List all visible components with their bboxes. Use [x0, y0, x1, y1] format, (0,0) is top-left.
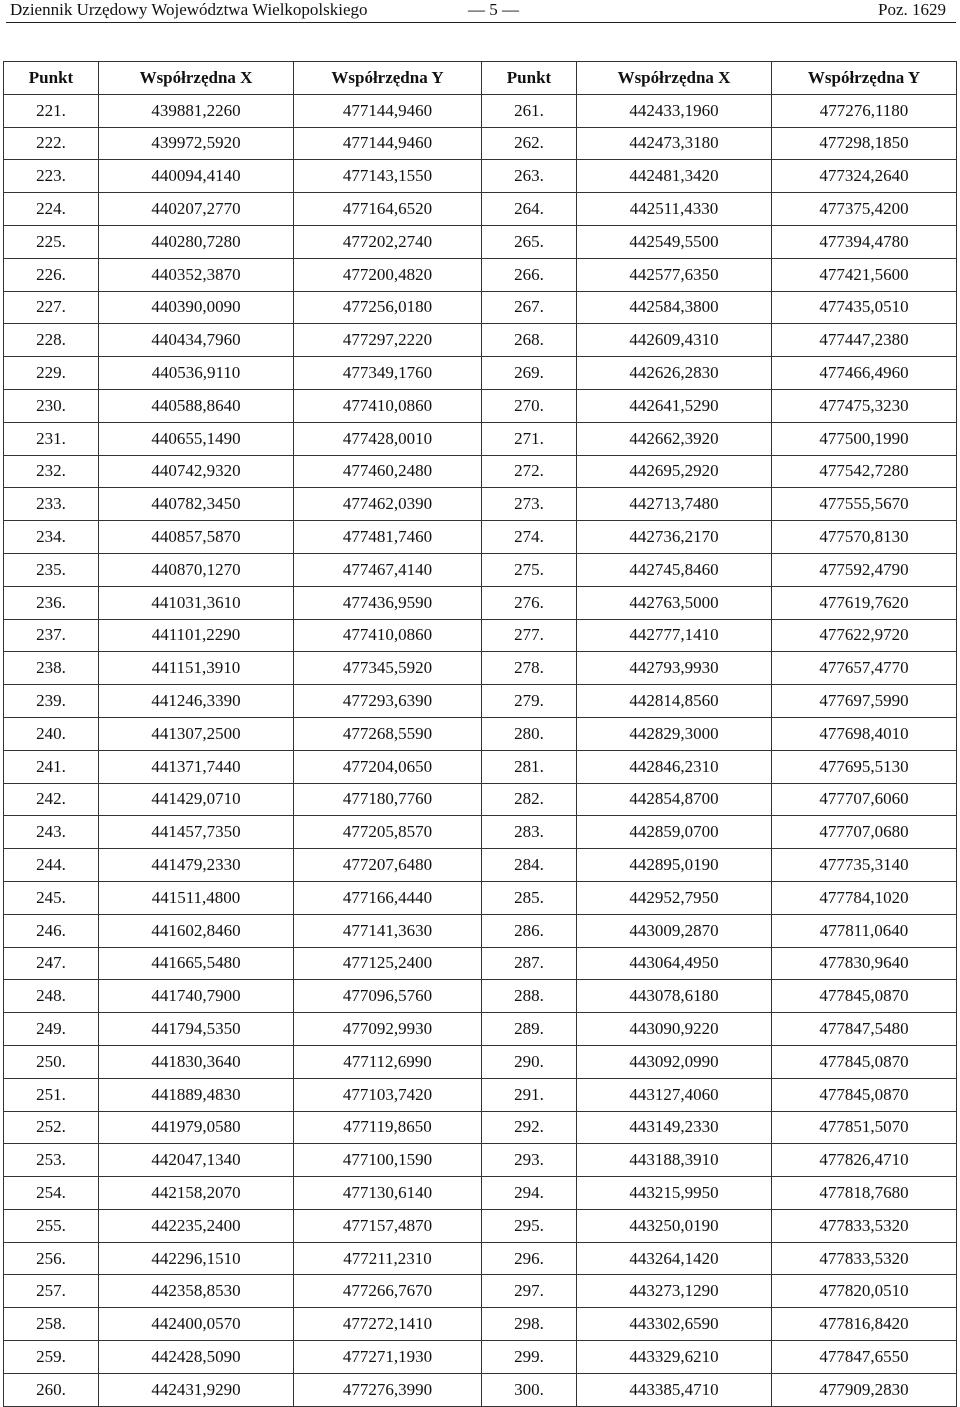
table-row [4, 980, 957, 1013]
coordinates-table [3, 61, 957, 1407]
y-cell-2: 477845,0870 [772, 1078, 957, 1111]
x-cell-2: 442793,9930 [577, 652, 772, 685]
y-cell-2: 477698,4010 [772, 717, 957, 750]
x-cell-2: 443064,4950 [577, 947, 772, 980]
point-cell-2: 274. [482, 521, 577, 554]
column-header-y-2: Współrzędna Y [772, 62, 957, 95]
point-cell-2: 289. [482, 1013, 577, 1046]
y-cell: 477272,1410 [294, 1308, 482, 1341]
point-cell: 258. [4, 1308, 99, 1341]
x-cell: 442428,5090 [99, 1341, 294, 1374]
x-cell: 441246,3390 [99, 685, 294, 718]
point-cell-2: 265. [482, 225, 577, 258]
table-row [4, 750, 957, 783]
y-cell: 477144,9460 [294, 94, 482, 127]
point-cell-2: 290. [482, 1045, 577, 1078]
point-cell: 236. [4, 586, 99, 619]
y-cell: 477164,6520 [294, 193, 482, 226]
x-cell-2: 443329,6210 [577, 1341, 772, 1374]
y-cell: 477211,2310 [294, 1242, 482, 1275]
x-cell-2: 443092,0990 [577, 1045, 772, 1078]
point-cell-2: 261. [482, 94, 577, 127]
x-cell-2: 442584,3800 [577, 291, 772, 324]
table-row [4, 685, 957, 718]
column-header-point: Punkt [4, 62, 99, 95]
table-row [4, 291, 957, 324]
position-number: Poz. 1629 [878, 0, 946, 19]
point-cell-2: 292. [482, 1111, 577, 1144]
y-cell-2: 477826,4710 [772, 1144, 957, 1177]
point-cell-2: 264. [482, 193, 577, 226]
x-cell: 441889,4830 [99, 1078, 294, 1111]
point-cell-2: 275. [482, 553, 577, 586]
table-row [4, 1078, 957, 1111]
x-cell-2: 443250,0190 [577, 1209, 772, 1242]
table-row [4, 127, 957, 160]
x-cell: 441511,4800 [99, 881, 294, 914]
table-row [4, 160, 957, 193]
x-cell-2: 442626,2830 [577, 357, 772, 390]
y-cell: 477428,0010 [294, 422, 482, 455]
y-cell: 477092,9930 [294, 1013, 482, 1046]
x-cell: 440742,9320 [99, 455, 294, 488]
table-header-row [4, 62, 957, 95]
point-cell-2: 297. [482, 1275, 577, 1308]
x-cell: 440870,1270 [99, 553, 294, 586]
y-cell-2: 477475,3230 [772, 389, 957, 422]
point-cell-2: 279. [482, 685, 577, 718]
x-cell: 440434,7960 [99, 324, 294, 357]
x-cell-2: 443127,4060 [577, 1078, 772, 1111]
point-cell: 225. [4, 225, 99, 258]
point-cell-2: 272. [482, 455, 577, 488]
table-row [4, 1242, 957, 1275]
y-cell: 477256,0180 [294, 291, 482, 324]
x-cell: 441479,2330 [99, 849, 294, 882]
x-cell: 441031,3610 [99, 586, 294, 619]
x-cell: 439881,2260 [99, 94, 294, 127]
table-row [4, 816, 957, 849]
y-cell-2: 477466,4960 [772, 357, 957, 390]
x-cell: 441371,7440 [99, 750, 294, 783]
point-cell: 227. [4, 291, 99, 324]
y-cell: 477297,2220 [294, 324, 482, 357]
point-cell: 257. [4, 1275, 99, 1308]
point-cell: 256. [4, 1242, 99, 1275]
x-cell: 440207,2770 [99, 193, 294, 226]
y-cell: 477276,3990 [294, 1373, 482, 1406]
table-row [4, 619, 957, 652]
point-cell-2: 281. [482, 750, 577, 783]
y-cell-2: 477909,2830 [772, 1373, 957, 1406]
table-body [4, 94, 957, 1406]
point-cell: 247. [4, 947, 99, 980]
x-cell-2: 442609,4310 [577, 324, 772, 357]
point-cell: 230. [4, 389, 99, 422]
y-cell: 477130,6140 [294, 1177, 482, 1210]
table-row [4, 521, 957, 554]
y-cell: 477460,2480 [294, 455, 482, 488]
y-cell: 477100,1590 [294, 1144, 482, 1177]
point-cell: 246. [4, 914, 99, 947]
y-cell: 477268,5590 [294, 717, 482, 750]
point-cell-2: 295. [482, 1209, 577, 1242]
point-cell-2: 276. [482, 586, 577, 619]
x-cell-2: 442763,5000 [577, 586, 772, 619]
table-row [4, 1373, 957, 1406]
x-cell: 442400,0570 [99, 1308, 294, 1341]
x-cell-2: 442473,3180 [577, 127, 772, 160]
table-row [4, 1111, 957, 1144]
point-cell: 245. [4, 881, 99, 914]
table-row [4, 455, 957, 488]
y-cell-2: 477811,0640 [772, 914, 957, 947]
x-cell-2: 442895,0190 [577, 849, 772, 882]
table-row [4, 389, 957, 422]
y-cell-2: 477276,1180 [772, 94, 957, 127]
y-cell-2: 477592,4790 [772, 553, 957, 586]
x-cell-2: 442846,2310 [577, 750, 772, 783]
table-row [4, 193, 957, 226]
x-cell-2: 442481,3420 [577, 160, 772, 193]
y-cell-2: 477555,5670 [772, 488, 957, 521]
point-cell: 238. [4, 652, 99, 685]
x-cell-2: 443264,1420 [577, 1242, 772, 1275]
table-row [4, 488, 957, 521]
x-cell-2: 442549,5500 [577, 225, 772, 258]
y-cell-2: 477622,9720 [772, 619, 957, 652]
x-cell-2: 442695,2920 [577, 455, 772, 488]
point-cell: 228. [4, 324, 99, 357]
point-cell: 223. [4, 160, 99, 193]
point-cell-2: 283. [482, 816, 577, 849]
point-cell-2: 293. [482, 1144, 577, 1177]
table-row [4, 258, 957, 291]
x-cell-2: 442829,3000 [577, 717, 772, 750]
x-cell-2: 442859,0700 [577, 816, 772, 849]
table-row [4, 94, 957, 127]
point-cell-2: 267. [482, 291, 577, 324]
y-cell: 477467,4140 [294, 553, 482, 586]
point-cell-2: 277. [482, 619, 577, 652]
table-row [4, 1013, 957, 1046]
y-cell-2: 477818,7680 [772, 1177, 957, 1210]
point-cell: 259. [4, 1341, 99, 1374]
y-cell: 477103,7420 [294, 1078, 482, 1111]
point-cell-2: 298. [482, 1308, 577, 1341]
point-cell-2: 296. [482, 1242, 577, 1275]
x-cell: 442431,9290 [99, 1373, 294, 1406]
x-cell: 441602,8460 [99, 914, 294, 947]
y-cell: 477141,3630 [294, 914, 482, 947]
point-cell-2: 268. [482, 324, 577, 357]
column-header-x-2: Współrzędna X [577, 62, 772, 95]
y-cell-2: 477375,4200 [772, 193, 957, 226]
y-cell: 477157,4870 [294, 1209, 482, 1242]
header-rule [6, 22, 956, 23]
x-cell-2: 443273,1290 [577, 1275, 772, 1308]
table-row [4, 717, 957, 750]
point-cell-2: 285. [482, 881, 577, 914]
table-row [4, 652, 957, 685]
x-cell-2: 443385,4710 [577, 1373, 772, 1406]
table-row [4, 357, 957, 390]
y-cell: 477205,8570 [294, 816, 482, 849]
table-row [4, 1177, 957, 1210]
x-cell-2: 442952,7950 [577, 881, 772, 914]
y-cell: 477271,1930 [294, 1341, 482, 1374]
x-cell: 440857,5870 [99, 521, 294, 554]
y-cell-2: 477784,1020 [772, 881, 957, 914]
y-cell: 477345,5920 [294, 652, 482, 685]
x-cell-2: 442641,5290 [577, 389, 772, 422]
x-cell: 442047,1340 [99, 1144, 294, 1177]
x-cell-2: 442713,7480 [577, 488, 772, 521]
y-cell-2: 477394,4780 [772, 225, 957, 258]
x-cell-2: 442777,1410 [577, 619, 772, 652]
y-cell-2: 477447,2380 [772, 324, 957, 357]
x-cell: 442296,1510 [99, 1242, 294, 1275]
y-cell-2: 477695,5130 [772, 750, 957, 783]
y-cell: 477410,0860 [294, 389, 482, 422]
point-cell: 242. [4, 783, 99, 816]
x-cell-2: 443078,6180 [577, 980, 772, 1013]
column-header-y: Współrzędna Y [294, 62, 482, 95]
x-cell-2: 442814,8560 [577, 685, 772, 718]
y-cell-2: 477735,3140 [772, 849, 957, 882]
x-cell-2: 442736,2170 [577, 521, 772, 554]
column-header-point-2: Punkt [482, 62, 577, 95]
x-cell: 440280,7280 [99, 225, 294, 258]
point-cell-2: 284. [482, 849, 577, 882]
x-cell-2: 443215,9950 [577, 1177, 772, 1210]
point-cell-2: 288. [482, 980, 577, 1013]
y-cell: 477180,7760 [294, 783, 482, 816]
y-cell: 477293,6390 [294, 685, 482, 718]
point-cell: 233. [4, 488, 99, 521]
point-cell: 253. [4, 1144, 99, 1177]
y-cell-2: 477421,5600 [772, 258, 957, 291]
point-cell-2: 269. [482, 357, 577, 390]
point-cell: 251. [4, 1078, 99, 1111]
x-cell-2: 443188,3910 [577, 1144, 772, 1177]
table-row [4, 422, 957, 455]
point-cell: 244. [4, 849, 99, 882]
point-cell-2: 278. [482, 652, 577, 685]
y-cell: 477462,0390 [294, 488, 482, 521]
table-row [4, 881, 957, 914]
table-row [4, 1209, 957, 1242]
table-row [4, 1308, 957, 1341]
x-cell: 441665,5480 [99, 947, 294, 980]
y-cell-2: 477847,5480 [772, 1013, 957, 1046]
x-cell: 442358,8530 [99, 1275, 294, 1308]
point-cell-2: 287. [482, 947, 577, 980]
x-cell: 441979,0580 [99, 1111, 294, 1144]
x-cell: 441457,7350 [99, 816, 294, 849]
x-cell: 441307,2500 [99, 717, 294, 750]
point-cell: 226. [4, 258, 99, 291]
point-cell: 254. [4, 1177, 99, 1210]
point-cell: 235. [4, 553, 99, 586]
x-cell: 442158,2070 [99, 1177, 294, 1210]
x-cell: 440536,9110 [99, 357, 294, 390]
x-cell: 441794,5350 [99, 1013, 294, 1046]
y-cell-2: 477845,0870 [772, 1045, 957, 1078]
point-cell-2: 280. [482, 717, 577, 750]
y-cell: 477112,6990 [294, 1045, 482, 1078]
y-cell: 477202,2740 [294, 225, 482, 258]
point-cell: 243. [4, 816, 99, 849]
point-cell: 250. [4, 1045, 99, 1078]
x-cell: 440352,3870 [99, 258, 294, 291]
x-cell-2: 442854,8700 [577, 783, 772, 816]
x-cell: 441830,3640 [99, 1045, 294, 1078]
table-row [4, 586, 957, 619]
x-cell: 440655,1490 [99, 422, 294, 455]
y-cell: 477200,4820 [294, 258, 482, 291]
y-cell-2: 477500,1990 [772, 422, 957, 455]
page-header [0, 0, 960, 24]
x-cell-2: 442662,3920 [577, 422, 772, 455]
y-cell-2: 477847,6550 [772, 1341, 957, 1374]
table-row [4, 914, 957, 947]
y-cell: 477143,1550 [294, 160, 482, 193]
point-cell-2: 282. [482, 783, 577, 816]
point-cell: 234. [4, 521, 99, 554]
y-cell-2: 477833,5320 [772, 1242, 957, 1275]
point-cell: 239. [4, 685, 99, 718]
point-cell-2: 273. [482, 488, 577, 521]
journal-title: Dziennik Urzędowy Województwa Wielkopolskiego [10, 0, 368, 19]
point-cell: 260. [4, 1373, 99, 1406]
y-cell-2: 477816,8420 [772, 1308, 957, 1341]
y-cell: 477481,7460 [294, 521, 482, 554]
table-row [4, 849, 957, 882]
page-number: — 5 — [468, 0, 519, 19]
x-cell-2: 442577,6350 [577, 258, 772, 291]
point-cell-2: 263. [482, 160, 577, 193]
y-cell-2: 477851,5070 [772, 1111, 957, 1144]
y-cell-2: 477619,7620 [772, 586, 957, 619]
x-cell: 439972,5920 [99, 127, 294, 160]
y-cell: 477166,4440 [294, 881, 482, 914]
y-cell-2: 477820,0510 [772, 1275, 957, 1308]
y-cell: 477410,0860 [294, 619, 482, 652]
x-cell-2: 443009,2870 [577, 914, 772, 947]
x-cell: 441101,2290 [99, 619, 294, 652]
point-cell-2: 299. [482, 1341, 577, 1374]
table-row [4, 1341, 957, 1374]
point-cell: 224. [4, 193, 99, 226]
y-cell-2: 477435,0510 [772, 291, 957, 324]
x-cell: 441151,3910 [99, 652, 294, 685]
y-cell-2: 477298,1850 [772, 127, 957, 160]
x-cell-2: 443149,2330 [577, 1111, 772, 1144]
x-cell: 440390,0090 [99, 291, 294, 324]
x-cell-2: 443302,6590 [577, 1308, 772, 1341]
table-row [4, 553, 957, 586]
point-cell: 229. [4, 357, 99, 390]
y-cell-2: 477845,0870 [772, 980, 957, 1013]
point-cell: 252. [4, 1111, 99, 1144]
y-cell-2: 477542,7280 [772, 455, 957, 488]
point-cell-2: 270. [482, 389, 577, 422]
point-cell-2: 266. [482, 258, 577, 291]
y-cell: 477119,8650 [294, 1111, 482, 1144]
y-cell-2: 477833,5320 [772, 1209, 957, 1242]
point-cell: 237. [4, 619, 99, 652]
point-cell-2: 294. [482, 1177, 577, 1210]
y-cell-2: 477324,2640 [772, 160, 957, 193]
y-cell-2: 477707,6060 [772, 783, 957, 816]
y-cell: 477207,6480 [294, 849, 482, 882]
y-cell-2: 477657,4770 [772, 652, 957, 685]
point-cell-2: 271. [482, 422, 577, 455]
table-row [4, 324, 957, 357]
y-cell: 477096,5760 [294, 980, 482, 1013]
x-cell-2: 443090,9220 [577, 1013, 772, 1046]
x-cell: 441429,0710 [99, 783, 294, 816]
table-row [4, 1144, 957, 1177]
table-row [4, 1045, 957, 1078]
y-cell: 477349,1760 [294, 357, 482, 390]
x-cell: 441740,7900 [99, 980, 294, 1013]
point-cell: 255. [4, 1209, 99, 1242]
point-cell: 222. [4, 127, 99, 160]
y-cell: 477204,0650 [294, 750, 482, 783]
point-cell-2: 300. [482, 1373, 577, 1406]
x-cell-2: 442745,8460 [577, 553, 772, 586]
y-cell-2: 477697,5990 [772, 685, 957, 718]
point-cell: 241. [4, 750, 99, 783]
y-cell-2: 477707,0680 [772, 816, 957, 849]
x-cell: 440782,3450 [99, 488, 294, 521]
point-cell: 249. [4, 1013, 99, 1046]
table-row [4, 1275, 957, 1308]
table-row [4, 947, 957, 980]
x-cell-2: 442433,1960 [577, 94, 772, 127]
table-row [4, 783, 957, 816]
y-cell: 477436,9590 [294, 586, 482, 619]
point-cell-2: 262. [482, 127, 577, 160]
x-cell: 440588,8640 [99, 389, 294, 422]
y-cell-2: 477570,8130 [772, 521, 957, 554]
y-cell: 477144,9460 [294, 127, 482, 160]
x-cell: 442235,2400 [99, 1209, 294, 1242]
x-cell: 440094,4140 [99, 160, 294, 193]
point-cell: 232. [4, 455, 99, 488]
y-cell: 477125,2400 [294, 947, 482, 980]
point-cell-2: 291. [482, 1078, 577, 1111]
table-row [4, 225, 957, 258]
x-cell-2: 442511,4330 [577, 193, 772, 226]
point-cell-2: 286. [482, 914, 577, 947]
point-cell: 248. [4, 980, 99, 1013]
column-header-x: Współrzędna X [99, 62, 294, 95]
y-cell-2: 477830,9640 [772, 947, 957, 980]
y-cell: 477266,7670 [294, 1275, 482, 1308]
point-cell: 221. [4, 94, 99, 127]
point-cell: 240. [4, 717, 99, 750]
point-cell: 231. [4, 422, 99, 455]
